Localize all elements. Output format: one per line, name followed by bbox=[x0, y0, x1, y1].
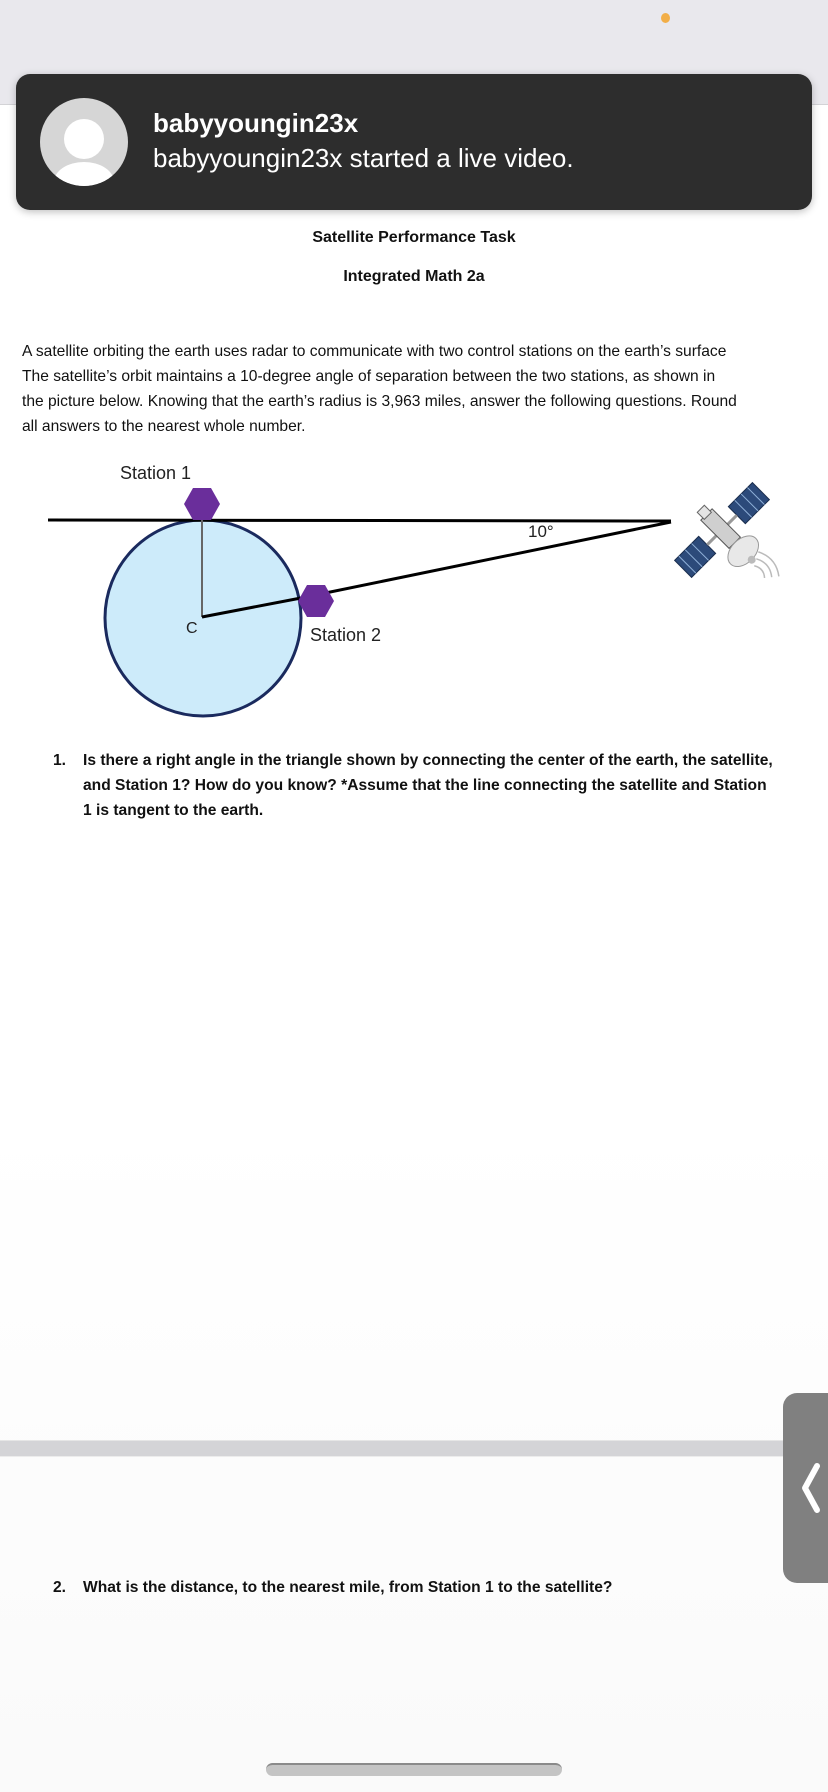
question-line: 1 is tangent to the earth. bbox=[83, 802, 264, 819]
question-number: 2. bbox=[53, 1579, 67, 1596]
intro-line: the picture below. Knowing that the earth’s radius is 3,963 miles, answer the following questions. Round bbox=[22, 393, 737, 410]
question-line: Is there a right angle in the triangle shown by connecting the center of the earth, the satellite, bbox=[83, 752, 773, 769]
station2-marker bbox=[298, 585, 334, 617]
station1-label: Station 1 bbox=[120, 463, 192, 483]
question-line: and Station 1? How do you know? *Assume that the line connecting the satellite and Station bbox=[83, 777, 767, 794]
satellite-icon bbox=[662, 470, 794, 602]
side-panel-tab[interactable] bbox=[783, 1393, 828, 1583]
intro-line: The satellite’s orbit maintains a 10-degree angle of separation between the two stations, as shown in bbox=[22, 368, 716, 385]
tangent-line bbox=[48, 520, 671, 521]
user-avatar-icon bbox=[40, 98, 128, 186]
chevron-left-icon bbox=[797, 1458, 827, 1518]
satellite-to-station2-line bbox=[301, 522, 671, 598]
notification-username: babyyoungin23x bbox=[153, 108, 359, 138]
question-number: 1. bbox=[53, 752, 67, 769]
question-text bbox=[83, 1575, 612, 1600]
notification-message: babyyoungin23x started a live video. bbox=[153, 143, 574, 173]
intro-paragraph bbox=[22, 339, 812, 439]
document-title: Satellite Performance Task bbox=[312, 229, 516, 246]
live-video-notification[interactable] bbox=[16, 74, 812, 210]
home-indicator[interactable] bbox=[266, 1763, 562, 1776]
station2-label: Station 2 bbox=[310, 625, 382, 645]
angle-label: 10° bbox=[528, 522, 554, 541]
page-break-divider bbox=[0, 1440, 784, 1457]
question-text bbox=[83, 748, 773, 823]
satellite-diagram bbox=[0, 450, 828, 740]
question-line: What is the distance, to the nearest mile, from Station 1 to the satellite? bbox=[83, 1579, 613, 1596]
center-label: C bbox=[186, 620, 198, 637]
document-subtitle: Integrated Math 2a bbox=[343, 268, 485, 285]
recording-indicator-icon bbox=[661, 13, 670, 23]
intro-line: all answers to the nearest whole number. bbox=[22, 418, 306, 435]
intro-line: A satellite orbiting the earth uses radar to communicate with two control stations on the earth’s surface bbox=[22, 343, 727, 360]
station1-marker bbox=[184, 488, 220, 520]
